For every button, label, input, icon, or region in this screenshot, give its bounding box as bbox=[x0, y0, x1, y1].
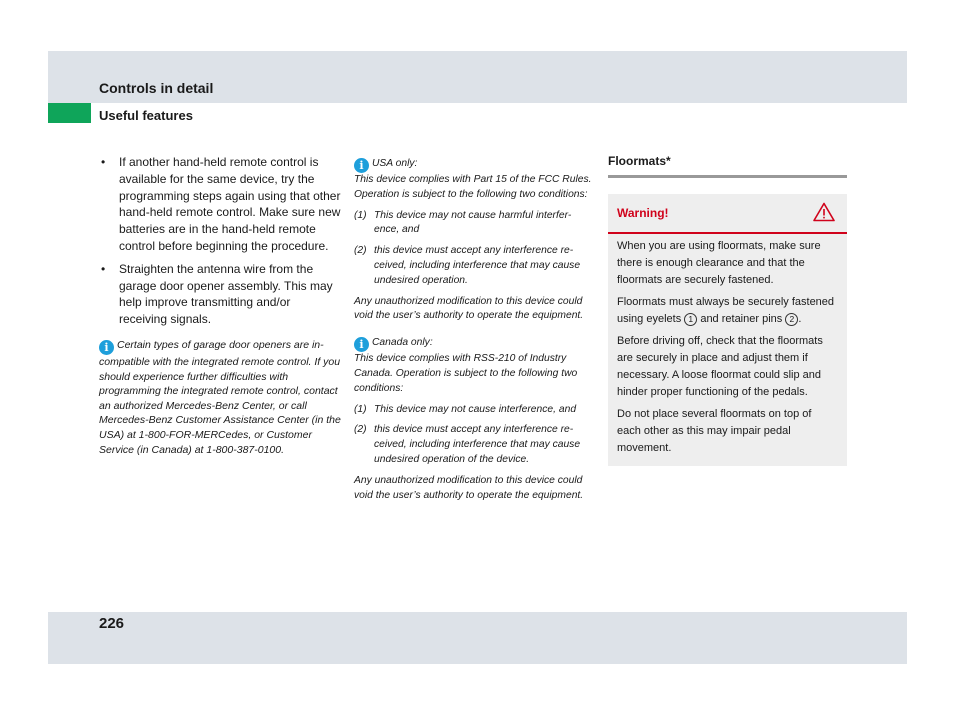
bullet-text: If another hand-held remote control is available for the same device, try the programming steps again using that other hand-held remote control. Make sure new batteries are in the hand-held remote control before beginning the procedure. bbox=[119, 155, 341, 253]
column-right bbox=[608, 154, 847, 466]
bullet-glyph: • bbox=[101, 155, 106, 169]
footer-band bbox=[48, 612, 907, 664]
page-number: 226 bbox=[99, 615, 125, 632]
condition-text: This device may not cause interference, and bbox=[374, 403, 577, 415]
floormats-title: Floormats* bbox=[608, 154, 847, 178]
bullet-list bbox=[99, 154, 341, 328]
condition-number: (1) bbox=[354, 403, 367, 415]
section-tab-marker bbox=[48, 103, 91, 123]
bullet-glyph: • bbox=[101, 261, 106, 276]
canada-footer: Any unauthorized modification to this device could void the user’s authority to operate the equipment. bbox=[354, 474, 584, 501]
info-icon: i bbox=[99, 340, 114, 355]
warning-paragraph: Floormats must always be securely fastened using eyelets 1 and retainer pins 2 . bbox=[617, 296, 835, 325]
warning-paragraph: Before driving off, check that the floormats are securely in place and adjust them if necessary. A loose floormat could slip and hinder proper functioning of the pedals. bbox=[617, 335, 823, 398]
bullet-text: Straighten the antenna wire from the garage door opener assembly. This may help improve transmitting and/or receiving signals. bbox=[119, 261, 333, 327]
warning-header bbox=[608, 194, 847, 234]
warning-paragraph: When you are using floormats, make sure there is enough clearance and that the floormats are securely fastened. bbox=[617, 240, 821, 286]
condition-item bbox=[354, 403, 594, 418]
warning-box bbox=[608, 194, 847, 466]
warning-paragraph: Do not place several floormats on top of each other as this may impair pedal movement. bbox=[617, 408, 812, 454]
bullet-item bbox=[99, 154, 341, 255]
condition-number: (2) bbox=[354, 424, 367, 436]
info-note bbox=[99, 338, 341, 457]
column-middle bbox=[354, 157, 594, 509]
info-icon: i bbox=[354, 158, 369, 173]
condition-text: this device must accept any interference re-ceived, including interference that may cause undesired operation. bbox=[374, 245, 581, 286]
usa-footer: Any unauthorized modification to this device could void the user’s authority to operate the equipment. bbox=[354, 295, 584, 322]
condition-text: This device may not cause harmful interfer-ence, and bbox=[374, 209, 572, 236]
sub-title: Useful features bbox=[99, 108, 193, 123]
info-icon: i bbox=[354, 337, 369, 352]
section-title: Controls in detail bbox=[99, 80, 214, 96]
bullet-item bbox=[99, 261, 341, 328]
warning-triangle-icon bbox=[813, 202, 835, 222]
usa-intro: This device complies with Part 15 of the FCC Rules. Operation is subject to the following two conditions: bbox=[354, 174, 592, 200]
callout-number-1: 1 bbox=[684, 313, 697, 326]
warning-body bbox=[608, 234, 847, 457]
condition-text: this device must accept any interference re-ceived, including interference that may cause undesired operation of the device. bbox=[374, 424, 581, 465]
condition-number: (2) bbox=[354, 245, 367, 257]
callout-number-2: 2 bbox=[785, 313, 798, 326]
condition-item bbox=[354, 209, 594, 239]
canada-heading: Canada only: bbox=[372, 337, 433, 349]
usa-heading-row bbox=[354, 157, 594, 173]
canada-heading-row bbox=[354, 336, 594, 352]
usa-heading: USA only: bbox=[372, 158, 418, 169]
column-left bbox=[99, 154, 341, 457]
canada-intro: This device complies with RSS-210 of Industry Canada. Operation is subject to the following two conditions: bbox=[354, 353, 578, 394]
condition-number: (1) bbox=[354, 209, 367, 221]
condition-item bbox=[354, 423, 594, 467]
condition-item bbox=[354, 244, 594, 288]
info-note-text: Certain types of garage door openers are in-compatible with the integrated remote control. If you should experience further difficulties with programming the integrated remote control, contact an authorized Mercedes-Benz Center, or call Mercedes-Benz Customer Assistance Center (in the USA) at 1-800-FOR-MERCedes, or Customer Service (in Canada) at 1-800-387-0100. bbox=[99, 338, 341, 456]
warning-label: Warning! bbox=[617, 206, 669, 220]
